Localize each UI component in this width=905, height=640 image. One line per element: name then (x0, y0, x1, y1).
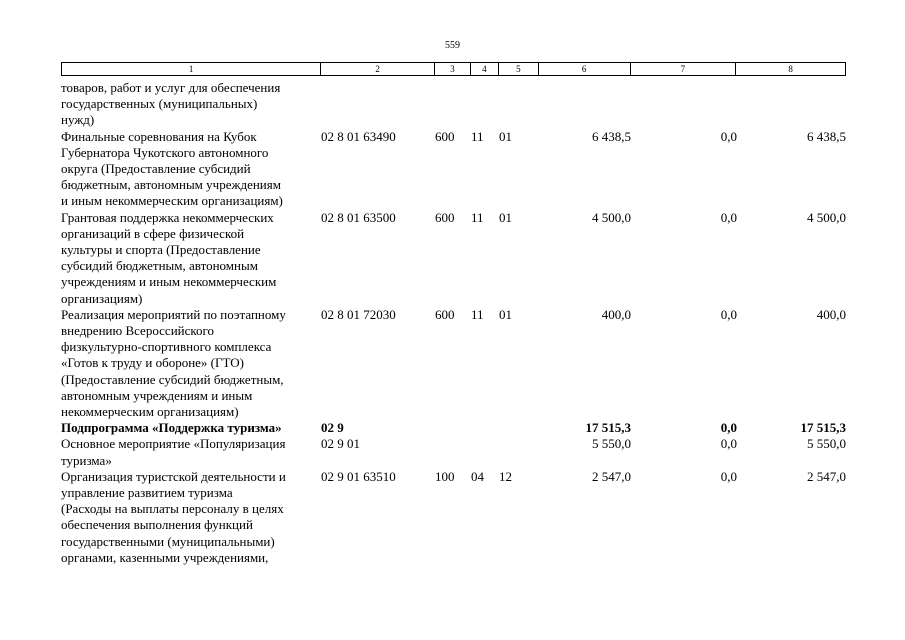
description-line: обеспечения выполнения функций (61, 517, 253, 533)
table-row (61, 307, 846, 420)
header-col-1: 1 (62, 63, 321, 75)
row-value-8: 5 550,0 (807, 436, 846, 452)
row-col-4: 04 (471, 468, 484, 484)
row-value-7: 0,0 (720, 128, 737, 144)
table-header (61, 62, 846, 76)
row-col-4 (471, 436, 499, 468)
description-line: учреждениям и иным некоммерческим (61, 274, 277, 290)
row-col-5: 12 (499, 468, 512, 484)
page-number: 559 (445, 40, 460, 51)
table-row (61, 436, 846, 468)
row-col-3: 600 (435, 306, 455, 322)
header-col-3: 3 (435, 63, 471, 75)
header-col-4: 4 (471, 63, 499, 75)
description-line: управление развитием туризма (61, 485, 233, 501)
row-col-5: 01 (499, 306, 512, 322)
row-value-8: 17 515,3 (800, 420, 846, 436)
description-line: организаций в сфере физической (61, 225, 245, 241)
row-description (61, 210, 321, 307)
row-code: 02 8 01 72030 (321, 306, 396, 322)
row-col-5: 01 (499, 209, 512, 225)
row-description (61, 129, 321, 210)
row-value-7: 0,0 (720, 436, 737, 452)
row-value-6: 17 515,3 (585, 420, 631, 436)
description-line: автономным учреждениям и иным (61, 387, 253, 403)
table-row (61, 129, 846, 210)
row-value-6: 4 500,0 (592, 209, 631, 225)
row-value-7: 0,0 (720, 306, 737, 322)
row-code: 02 9 01 63510 (321, 468, 396, 484)
row-value-6: 400,0 (601, 306, 631, 322)
table-body (61, 80, 846, 566)
row-col-4 (471, 420, 499, 436)
description-line: Основное мероприятие «Популяризация (61, 436, 286, 452)
description-line: (Предоставление субсидий бюджетным, (61, 371, 284, 387)
row-col-3 (435, 420, 471, 436)
description-line: органами, казенными учреждениями, (61, 549, 269, 565)
header-col-8: 8 (788, 64, 793, 74)
row-col-4: 11 (471, 209, 484, 225)
description-line: субсидий бюджетным, автономным (61, 258, 258, 274)
description-line: физкультурно-спортивного комплекса (61, 339, 272, 355)
description-line: государственными (муниципальными) (61, 533, 275, 549)
row-value-7: 0,0 (720, 209, 737, 225)
row-value-7: 0,0 (720, 420, 737, 436)
row-code: 02 8 01 63500 (321, 209, 396, 225)
description-line: государственных (муниципальных) (61, 96, 258, 112)
row-code: 02 8 01 63490 (321, 128, 396, 144)
description-line: бюджетным, автономным учреждениям (61, 177, 281, 193)
row-col-5 (499, 436, 539, 468)
header-col-6: 6 (539, 63, 631, 75)
row-description (61, 469, 321, 566)
row-col-3 (435, 436, 471, 468)
row-value-8: 400,0 (816, 306, 846, 322)
table-row (61, 469, 846, 566)
row-description (61, 80, 321, 129)
description-line: (Расходы на выплаты персоналу в целях (61, 501, 284, 517)
description-line: Реализация мероприятий по поэтапному (61, 306, 286, 322)
header-col-2: 2 (321, 63, 435, 75)
description-line: «Готов к труду и обороне» (ГТО) (61, 355, 245, 371)
row-value-6: 5 550,0 (592, 436, 631, 452)
description-line: округа (Предоставление субсидий (61, 161, 251, 177)
row-col-4: 11 (471, 128, 484, 144)
table-row (61, 210, 846, 307)
row-value-7 (631, 80, 737, 129)
row-col-5 (499, 80, 539, 129)
row-value-6: 2 547,0 (592, 468, 631, 484)
row-col-4 (471, 80, 499, 129)
row-description (61, 307, 321, 420)
row-code: 02 9 01 (321, 436, 360, 452)
row-code: 02 9 (321, 420, 344, 436)
row-col-3 (435, 80, 471, 129)
row-code (321, 80, 435, 129)
row-value-8: 2 547,0 (807, 468, 846, 484)
row-col-3: 600 (435, 209, 455, 225)
row-col-3: 100 (435, 468, 455, 484)
row-value-8 (737, 80, 846, 129)
table-row (61, 80, 846, 129)
row-col-3: 600 (435, 128, 455, 144)
header-col-5: 5 (499, 63, 539, 75)
row-value-8: 6 438,5 (807, 128, 846, 144)
description-line: туризма» (61, 452, 112, 468)
row-value-7: 0,0 (720, 468, 737, 484)
description-line: организациям) (61, 290, 143, 306)
description-line: нужд) (61, 112, 95, 128)
description-line: и иным некоммерческим организациям) (61, 193, 283, 209)
table-row (61, 420, 846, 436)
row-description (61, 420, 321, 436)
description-line: Финальные соревнования на Кубок (61, 128, 257, 144)
description-line: внедрению Всероссийского (61, 323, 215, 339)
description-line: некоммерческим организациям) (61, 404, 239, 420)
header-col-7: 7 (631, 63, 737, 75)
row-col-5: 01 (499, 128, 512, 144)
row-value-6: 6 438,5 (592, 128, 631, 144)
row-col-4: 11 (471, 306, 484, 322)
description-line: культуры и спорта (Предоставление (61, 242, 261, 258)
description-line: Губернатора Чукотского автономного (61, 144, 269, 160)
row-value-6 (539, 80, 631, 129)
row-value-8: 4 500,0 (807, 209, 846, 225)
description-line: Организация туристской деятельности и (61, 468, 286, 484)
description-line: товаров, работ и услуг для обеспечения (61, 80, 281, 95)
row-col-5 (499, 420, 539, 436)
description-line: Грантовая поддержка некоммерческих (61, 209, 274, 225)
description-line: Подпрограмма «Поддержка туризма» (61, 420, 282, 436)
row-description (61, 436, 321, 468)
